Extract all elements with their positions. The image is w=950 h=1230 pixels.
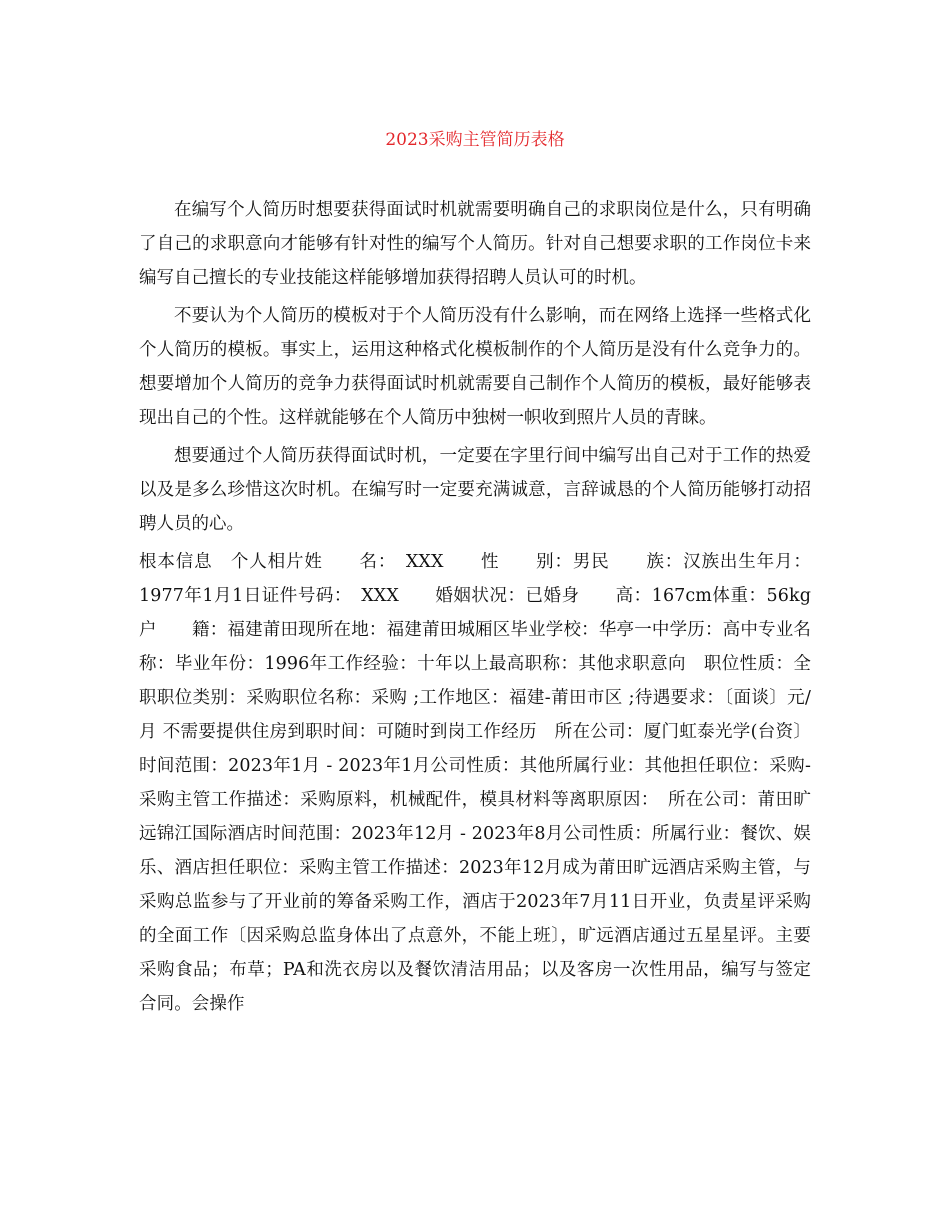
paragraph-intro: 在编写个人简历时想要获得面试时机就需要明确自己的求职岗位是什么，只有明确了自己的求职意向才能够有针对性的编写个人简历。针对自己想要求职的工作岗位卡来编写自己擅长的专业技能这样能够增加获得招聘人员认可的时机。 [139, 200, 811, 288]
document-body [139, 193, 811, 1021]
paragraph-sincerity: 想要通过个人简历获得面试时机，一定要在字里行间中编写出自己对于工作的热爱以及是多么珍惜这次时机。在编写时一定要充满诚意，言辞诚恳的个人简历能够打动招聘人员的心。 [139, 446, 811, 534]
resume-details: 根本信息 个人相片姓 名： XXX 性 别：男民 族：汉族出生年月：1977年1月1日证件号码： XXX 婚姻状况：已婚身 高：167cm体重：56kg户 籍：福建莆田现所在地：福建莆田城厢区毕业学校：华亭一中学历：高中专业名称：毕业年份：1996年工作经验：十年以上最高职称：其他求职意向 职位性质：全 职职位类别：采购职位名称：采购 ;工作地区：福建-莆田市区 ;待遇要求：〔面谈〕元/月 不需要提供住房到职时间：可随时到岗工作经历 所在公司：厦门虹泰光学(台资〕时间范围：2023年1月 - 2023年1月公司性质：其他所属行业：其他担任职位：采购-采购主管工作描述：采购原料，机械配件，模具材料等离职原因： 所在公司：莆田旷远锦江国际酒店时间范围：2023年12月 - 2023年8月公司性质：所属行业：餐饮、娱乐、酒店担任职位：采购主管工作描述：2023年12月成为莆田旷远酒店采购主管，与采购总监参与了开业前的筹备采购工作，酒店于2023年7月11日开业，负责星评采购的全面工作〔因采购总监身体出了点意外，不能上班〕，旷远酒店通过五星星评。主要采购食品；布草；PA和洗衣房以及餐饮清洁用品；以及客房一次性用品，编写与签定合同。会操作 [139, 552, 811, 1014]
paragraph-template-advice: 不要认为个人简历的模板对于个人简历没有什么影响，而在网络上选择一些格式化个人简历的模板。事实上，运用这种格式化模板制作的个人简历是没有什么竞争力的。想要增加个人简历的竞争力获得面试时机就需要自己制作个人简历的模板，最好能够表现出自己的个性。这样就能够在个人简历中独树一帜收到照片人员的青睐。 [139, 306, 811, 428]
document-title: 2023采购主管简历表格 [385, 130, 565, 150]
